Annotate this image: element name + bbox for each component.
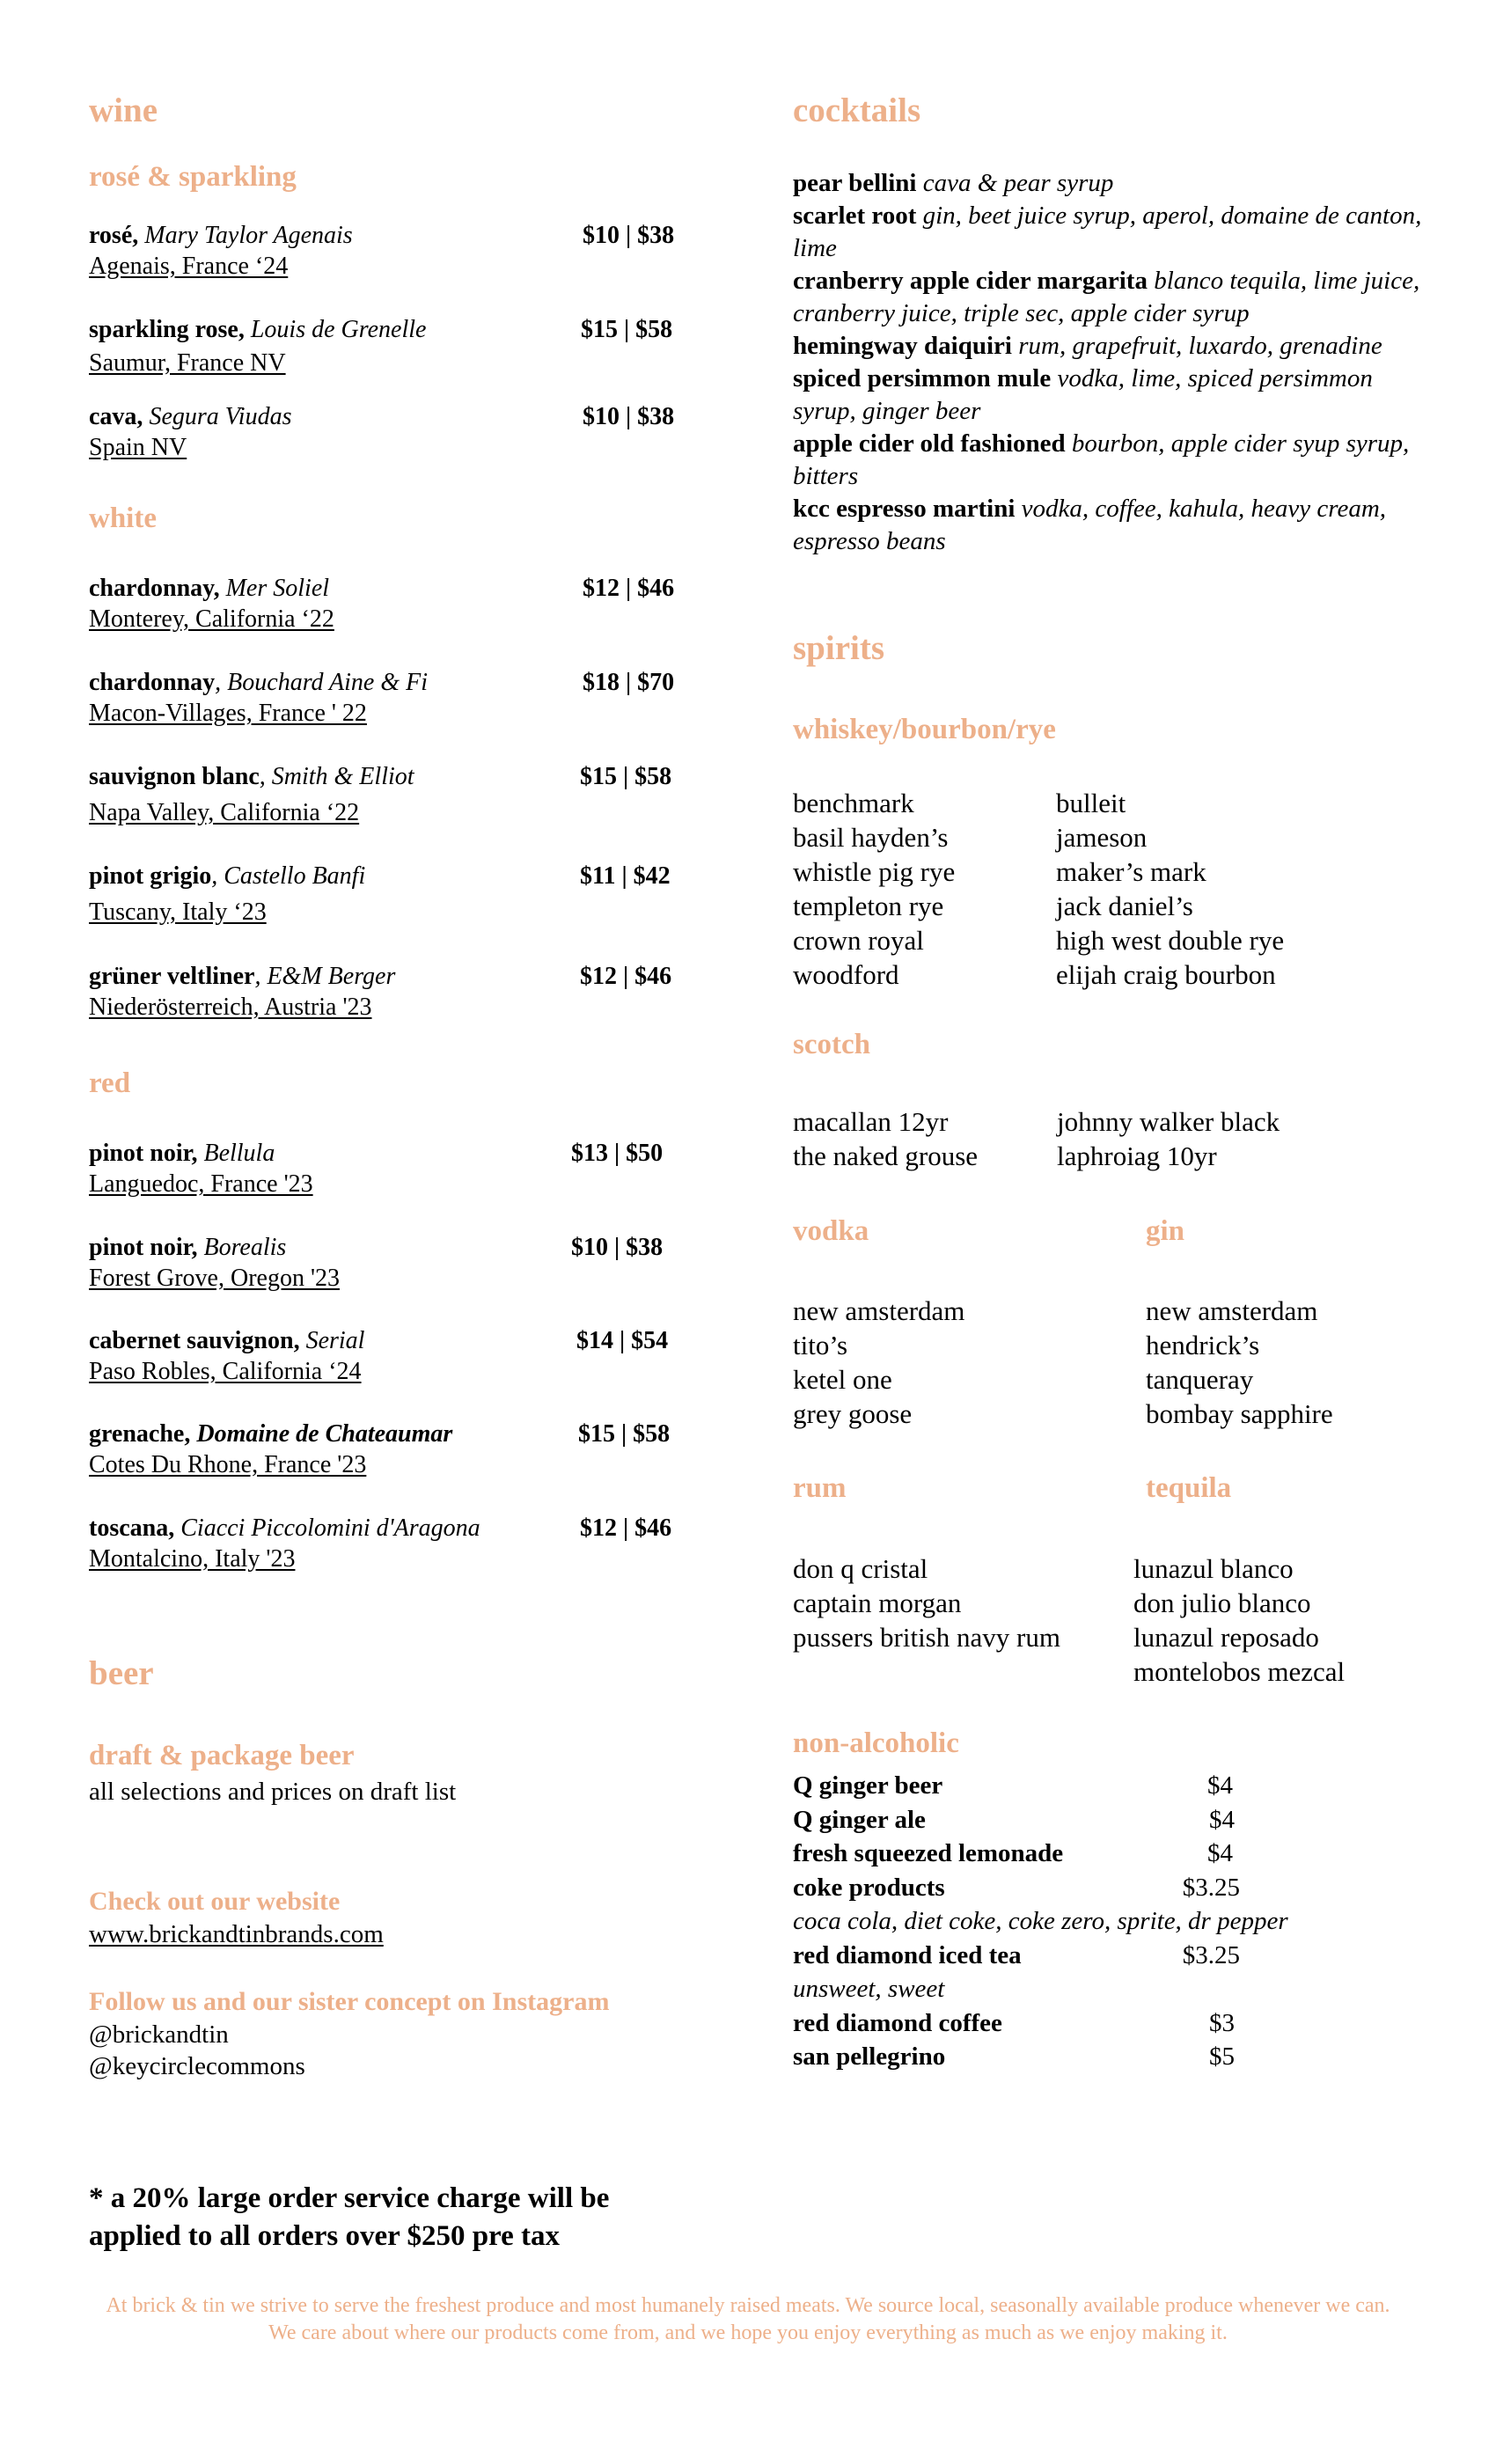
spirit-item: benchmark (793, 788, 914, 818)
rum-list (793, 1551, 1060, 1654)
wine-grape: rosé, (89, 222, 139, 249)
cocktail-item (793, 330, 1426, 363)
spirit-item: don julio blanco (1133, 1588, 1311, 1618)
wine-price: $11 | $42 (580, 862, 671, 890)
scotch-heading: scotch (793, 1029, 870, 1060)
whiskey-list-col1 (793, 786, 955, 992)
wine-item (89, 1513, 705, 1574)
wine-producer: Segura Viudas (149, 403, 292, 430)
cocktail-item (793, 493, 1426, 558)
na-price: $4 (1207, 1771, 1233, 1800)
cocktail-desc: vodka, lime, spiced persimmon syrup, ginger beer (793, 364, 1373, 425)
wine-producer: Domaine de Chateaumar (196, 1420, 453, 1448)
wine-producer: Mary Taylor Agenais (144, 222, 353, 249)
spirit-item: tanqueray (1146, 1364, 1254, 1395)
wine-region: Spain NV (89, 434, 187, 461)
wine-producer: Borealis (203, 1234, 287, 1261)
na-item-detail: coca cola, diet coke, coke zero, sprite, dr pepper (793, 1907, 1288, 1935)
wine-producer: Ciacci Piccolomini d'Aragona (180, 1514, 480, 1542)
cocktail-desc: gin, beet juice syrup, aperol, domaine de canton, lime (793, 202, 1422, 262)
cocktail-list (793, 167, 1426, 558)
spirit-item: bulleit (1056, 788, 1126, 818)
spirit-item: lunazul reposado (1133, 1622, 1319, 1653)
wine-region: Niederösterreich, Austria '23 (89, 994, 372, 1021)
cocktail-name: apple cider old fashioned (793, 429, 1066, 458)
wine-region: Forest Grove, Oregon '23 (89, 1265, 340, 1292)
cocktail-desc: rum, grapefruit, luxardo, grenadine (1018, 332, 1382, 360)
non-alcoholic-heading: non-alcoholic (793, 1727, 959, 1759)
na-item-detail: unsweet, sweet (793, 1975, 945, 2003)
wine-grape: pinot noir, (89, 1140, 198, 1167)
wine-price: $10 | $38 (583, 403, 675, 430)
cocktail-name: scarlet root (793, 202, 917, 230)
draft-package-heading: draft & package beer (89, 1740, 355, 1771)
spirit-item: don q cristal (793, 1553, 928, 1584)
instagram-handle-brickandtin[interactable]: @brickandtin (89, 2020, 229, 2049)
wine-item (89, 961, 705, 1023)
wine-item (89, 1138, 705, 1199)
spirit-item: johnny walker black (1057, 1106, 1280, 1137)
na-name: san pellegrino (793, 2042, 946, 2071)
na-name: red diamond iced tea (793, 1940, 1022, 1969)
service-charge-note (89, 2180, 609, 2255)
cocktail-name: cranberry apple cider margarita (793, 267, 1148, 295)
na-item (793, 2006, 1338, 2041)
wine-price: $14 | $54 (576, 1327, 669, 1354)
rum-heading: rum (793, 1472, 847, 1504)
na-name: Q ginger beer (793, 1771, 943, 1800)
wine-producer: Bellula (203, 1140, 275, 1167)
spirit-item: maker’s mark (1056, 856, 1206, 887)
website-link[interactable]: www.brickandtinbrands.com (89, 1920, 384, 1948)
wine-item (89, 1325, 705, 1387)
na-name: coke products (793, 1873, 945, 1902)
wine-region: Cotes Du Rhone, France '23 (89, 1451, 367, 1478)
wine-grape: grenache, (89, 1420, 191, 1448)
wine-grape: sparkling rose, (89, 316, 245, 343)
spirit-item: the naked grouse (793, 1140, 979, 1171)
spirit-item: new amsterdam (793, 1295, 965, 1326)
spirit-item: captain morgan (793, 1588, 962, 1618)
spirit-item: pussers british navy rum (793, 1622, 1060, 1653)
wine-item (89, 761, 705, 828)
tequila-heading: tequila (1146, 1472, 1232, 1504)
cocktail-name: hemingway daiquiri (793, 332, 1012, 360)
spirit-item: basil hayden’s (793, 822, 949, 853)
wine-grape: chardonnay (89, 669, 216, 696)
wine-region: Agenais, France ‘24 (89, 253, 289, 280)
beer-heading: beer (89, 1654, 154, 1692)
instagram-handle-keycirclecommons[interactable]: @keycirclecommons (89, 2052, 305, 2080)
spirit-item: templeton rye (793, 891, 944, 921)
whiskey-heading: whiskey/bourbon/rye (793, 714, 1056, 745)
na-price: $5 (1209, 2042, 1235, 2071)
spirits-heading: spirits (793, 629, 885, 667)
wine-region: Napa Valley, California ‘22 (89, 799, 360, 826)
wine-item (89, 314, 705, 378)
wine-producer: , E&M Berger (254, 963, 396, 990)
scotch-list-col1 (793, 1104, 978, 1173)
cocktail-item (793, 167, 1426, 200)
wine-producer: , Smith & Elliot (259, 763, 414, 790)
sourcing-tagline: At brick & tin we strive to serve the freshest produce and most humanely raised meats. We source local, seasonally available produce whenever we can. We care about where our products come from, and we hope you enjoy everything as much as we enjoy making it. (106, 2294, 1390, 2344)
wine-item (89, 220, 705, 282)
gin-heading: gin (1146, 1215, 1185, 1247)
na-item (793, 1803, 1338, 1837)
wine-region: Paso Robles, California ‘24 (89, 1358, 362, 1385)
spirit-item: new amsterdam (1146, 1295, 1318, 1326)
wine-producer: Serial (305, 1327, 365, 1354)
wine-grape: pinot noir, (89, 1234, 198, 1261)
wine-producer: , Bouchard Aine & Fi (215, 669, 429, 696)
wine-grape: sauvignon blanc (89, 763, 260, 790)
spirit-item: jack daniel’s (1056, 891, 1193, 921)
wine-price: $12 | $46 (580, 1514, 672, 1542)
na-price: $3.25 (1182, 1940, 1240, 1969)
wine-producer: , Castello Banfi (211, 862, 366, 890)
na-item (793, 1769, 1338, 1803)
wine-grape: toscana, (89, 1514, 175, 1542)
wine-grape: chardonnay, (89, 575, 220, 602)
spirit-item: crown royal (793, 925, 924, 956)
na-name: fresh squeezed lemonade (793, 1839, 1064, 1867)
tequila-list (1133, 1551, 1345, 1689)
spirit-item: ketel one (793, 1364, 892, 1395)
spirit-item: high west double rye (1056, 925, 1285, 956)
spirit-item: hendrick’s (1146, 1330, 1260, 1360)
wine-item (89, 1232, 705, 1294)
wine-price: $12 | $46 (580, 963, 672, 990)
scotch-list-col2 (1057, 1104, 1280, 1173)
wine-grape: grüner veltliner (89, 963, 255, 990)
wine-region: Monterey, California ‘22 (89, 605, 334, 633)
wine-producer: Louis de Grenelle (250, 316, 427, 343)
na-price: $3.25 (1182, 1873, 1240, 1902)
wine-price: $10 | $38 (583, 222, 675, 249)
spirit-item: woodford (793, 959, 899, 990)
non-alcoholic-list (793, 1769, 1338, 2074)
wine-item (89, 1419, 705, 1480)
cocktail-item (793, 265, 1426, 330)
na-name: Q ginger ale (793, 1805, 926, 1834)
wine-region: Languedoc, France '23 (89, 1170, 313, 1198)
wine-region: Saumur, France NV (89, 349, 286, 377)
wine-price: $15 | $58 (578, 1420, 671, 1448)
wine-region: Macon-Villages, France ' 22 (89, 700, 367, 727)
wine-price: $12 | $46 (583, 575, 675, 602)
wine-price: $13 | $50 (571, 1140, 664, 1167)
cocktail-name: pear bellini (793, 169, 917, 197)
cocktail-name: kcc espresso martini (793, 495, 1016, 523)
spirit-item: laphroiag 10yr (1057, 1140, 1217, 1171)
na-price: $4 (1207, 1839, 1233, 1867)
vodka-heading: vodka (793, 1215, 869, 1247)
website-heading: Check out our website (89, 1887, 341, 1916)
cocktail-desc: vodka, coffee, kahula, heavy cream, espresso beans (793, 495, 1387, 555)
wine-heading: wine (89, 92, 158, 129)
spirit-item: whistle pig rye (793, 856, 956, 887)
cocktail-desc: cava & pear syrup (922, 169, 1114, 197)
cocktail-desc: blanco tequila, lime juice, cranberry juice, triple sec, apple cider syrup (793, 267, 1420, 327)
wine-price: $15 | $58 (580, 763, 672, 790)
wine-item (89, 401, 705, 463)
instagram-heading: Follow us and our sister concept on Instagram (89, 1987, 610, 2016)
wine-price: $10 | $38 (571, 1234, 664, 1261)
spirit-item: elijah craig bourbon (1056, 959, 1276, 990)
cocktail-name: spiced persimmon mule (793, 364, 1052, 392)
na-price: $4 (1209, 1805, 1235, 1834)
na-item (793, 1939, 1338, 1973)
na-name: red diamond coffee (793, 2008, 1002, 2037)
cocktail-item (793, 428, 1426, 493)
wine-item (89, 573, 705, 634)
spirit-item: lunazul blanco (1133, 1553, 1294, 1584)
beer-note: all selections and prices on draft list (89, 1778, 457, 1806)
spirit-item: jameson (1056, 822, 1148, 853)
spirit-item: montelobos mezcal (1133, 1656, 1346, 1687)
whiskey-list-col2 (1056, 786, 1284, 992)
wine-item (89, 667, 705, 729)
wine-grape: pinot grigio (89, 862, 212, 890)
na-item (793, 1871, 1338, 1905)
service-charge-line1: * a 20% large order service charge will be (89, 2182, 610, 2214)
service-charge-line2: applied to all orders over $250 pre tax (89, 2220, 560, 2252)
wine-grape: cava, (89, 403, 143, 430)
cocktail-desc: bourbon, apple cider syup syrup, bitters (793, 429, 1410, 490)
spirit-item: grey goose (793, 1398, 913, 1429)
spirit-item: bombay sapphire (1146, 1398, 1333, 1429)
wine-price: $18 | $70 (583, 669, 675, 696)
wine-price: $15 | $58 (581, 316, 673, 343)
cocktails-heading: cocktails (793, 92, 921, 129)
cocktail-item (793, 200, 1426, 265)
wine-region: Tuscany, Italy ‘23 (89, 898, 267, 926)
white-heading: white (89, 502, 157, 534)
wine-item (89, 861, 705, 928)
gin-list (1146, 1294, 1333, 1431)
na-item (793, 2040, 1338, 2074)
na-item (793, 1837, 1338, 1871)
rose-sparkling-heading: rosé & sparkling (89, 161, 297, 193)
spirit-item: macallan 12yr (793, 1106, 949, 1137)
cocktail-item (793, 363, 1426, 428)
red-heading: red (89, 1067, 131, 1099)
wine-producer: Mer Soliel (225, 575, 330, 602)
wine-region: Montalcino, Italy '23 (89, 1545, 296, 1573)
wine-grape: cabernet sauvignon, (89, 1327, 300, 1354)
spirit-item: tito’s (793, 1330, 848, 1360)
vodka-list (793, 1294, 964, 1431)
na-price: $3 (1209, 2008, 1235, 2037)
